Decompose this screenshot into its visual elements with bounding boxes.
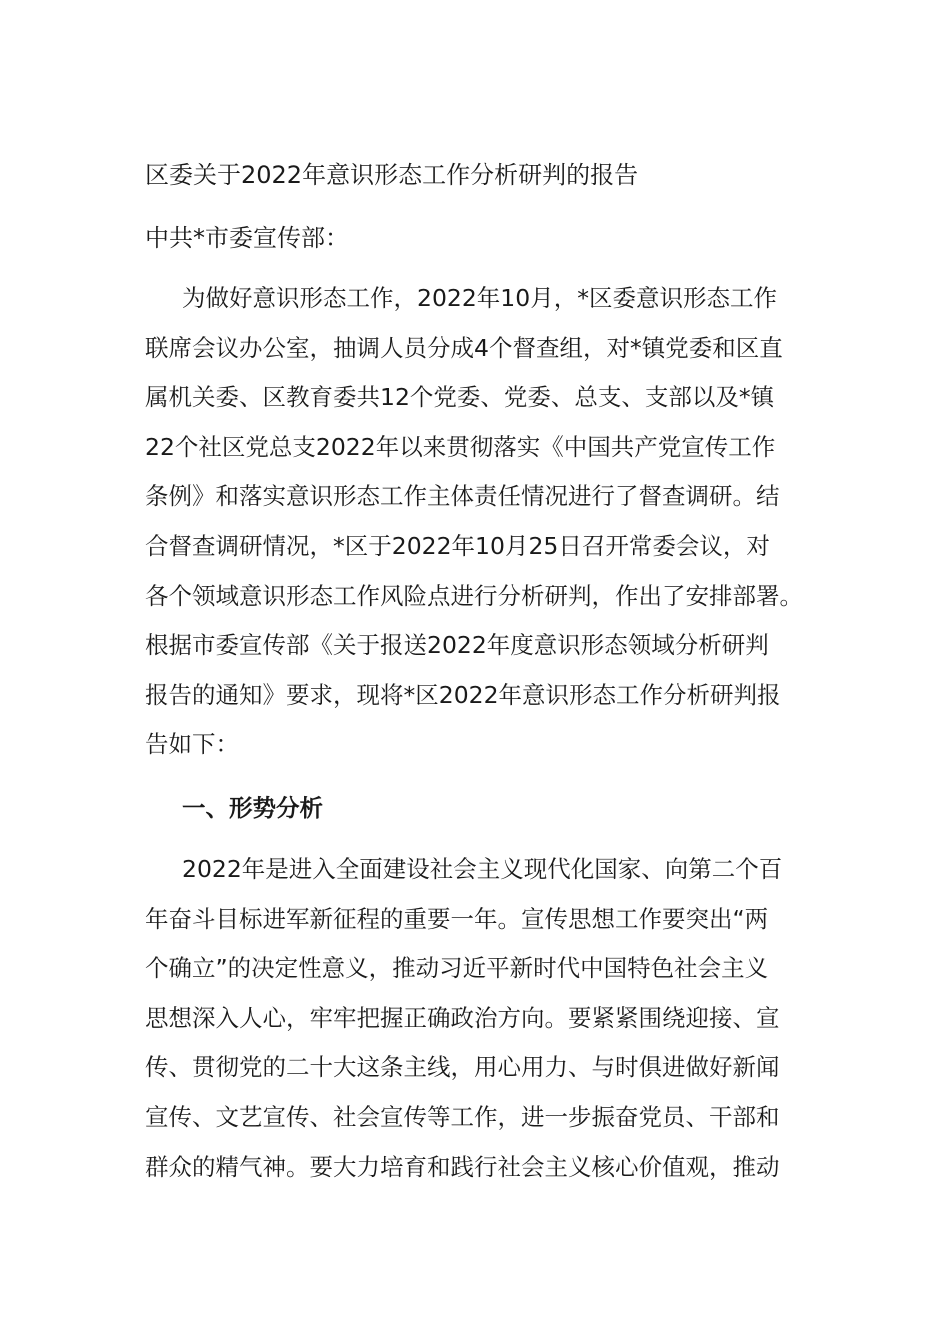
paragraph-line: 传、贯彻党的二十大这条主线，用心用力、与时俱进做好新闻: [145, 1053, 780, 1082]
paragraph-line: 各个领域意识形态工作风险点进行分析研判，作出了安排部署。: [145, 581, 803, 610]
paragraph-line: 条例》和落实意识形态工作主体责任情况进行了督查调研。结: [145, 482, 780, 511]
section-heading: 一、形势分析: [182, 794, 323, 822]
paragraph-line: 告如下：: [145, 730, 239, 759]
paragraph-line: 合督查调研情况，*区于2022年10月25日召开常委会议，对: [145, 531, 770, 560]
paragraph-line: 宣传、文艺宣传、社会宣传等工作，进一步振奋党员、干部和: [145, 1102, 780, 1131]
paragraph-line: 根据市委宣传部《关于报送2022年度意识形态领域分析研判: [145, 631, 769, 660]
paragraph-line: 报告的通知》要求，现将*区2022年意识形态工作分析研判报: [145, 680, 781, 709]
salutation: 中共*市委宣传部：: [145, 224, 349, 252]
paragraph-line: 22个社区党总支2022年以来贯彻落实《中国共产党宣传工作: [145, 432, 776, 461]
paragraph-situation-analysis: [145, 845, 807, 1192]
paragraph-intro: [145, 274, 807, 770]
paragraph-line: 年奋斗目标进军新征程的重要一年。宣传思想工作要突出“两: [145, 904, 769, 933]
paragraph-line: 群众的精气神。要大力培育和践行社会主义核心价值观，推动: [145, 1152, 780, 1181]
paragraph-line: 为做好意识形态工作，2022年10月，*区委意识形态工作: [182, 284, 777, 312]
paragraph-line: 2022年是进入全面建设社会主义现代化国家、向第二个百: [182, 855, 783, 883]
paragraph-line: 联席会议办公室，抽调人员分成4个督查组，对*镇党委和区直: [145, 333, 783, 362]
paragraph-line: 属机关委、区教育委共12个党委、党委、总支、支部以及*镇: [145, 383, 775, 412]
paragraph-line: 个确立”的决定性意义，推动习近平新时代中国特色社会主义: [145, 954, 769, 983]
document-title: 区委关于2022年意识形态工作分析研判的报告: [145, 161, 639, 189]
paragraph-line: 思想深入人心，牢牢把握正确政治方向。要紧紧围绕迎接、宣: [145, 1003, 780, 1032]
